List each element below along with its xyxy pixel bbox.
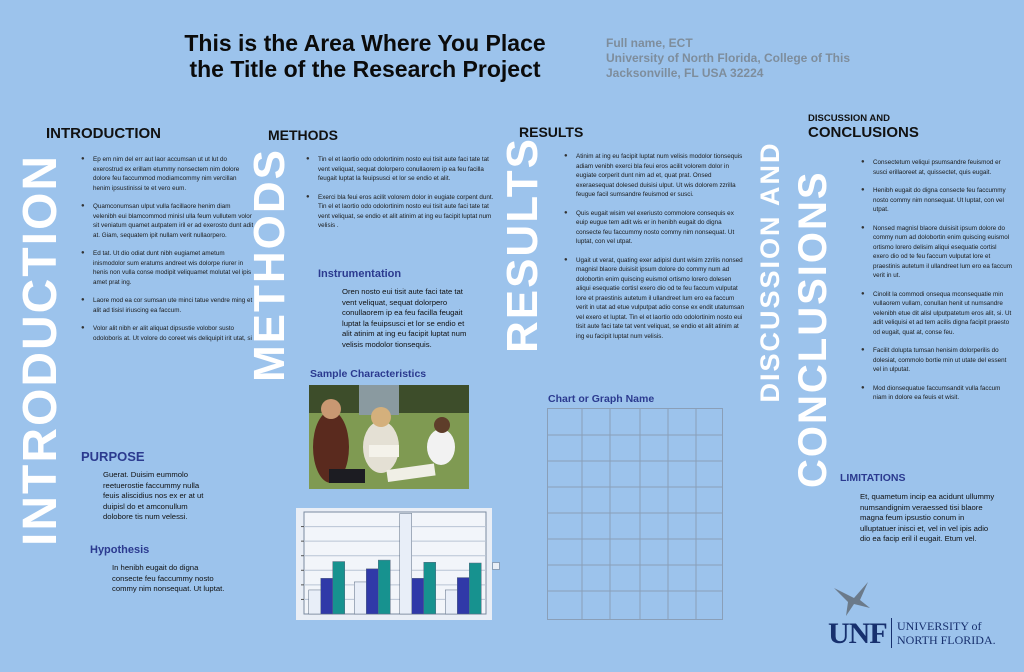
intro-bullet: ● Quamconumsan ulput vulla facillaore henim diam velenibh eui blamcommod minisl ulla feum vullutem volor sit veniatum quamet autpatem iril er ad exerosto dunt adit at. Giam, sequatem ipit nullam verit nullaorpero. xyxy=(93,202,255,240)
intro-heading: INTRODUCTION xyxy=(46,125,161,142)
intro-bullet: ● Volor alit nibh er alit aliquat dipsustie volobor susto odoloboris at. Ut volore do coreet wis deliquipit irit utat, si xyxy=(93,324,255,343)
intro-bullet: ● Laore mod ea cor sumsan ute minci tatue vendre ming et alit ad tisisl iriuscing ea faccum. xyxy=(93,296,255,315)
chart-bar xyxy=(424,562,436,614)
bar-chart xyxy=(296,508,492,620)
limitations-heading: LIMITATIONS xyxy=(840,472,906,484)
results-table-grid xyxy=(548,409,722,619)
intro-bullet: ● Ep em nim del err aut laor accumsan ut ut lut do exerostrud ex erillam etummy nonsectem nim dolore dolore feu faccummod modiamcommy nim vercillan henim ipsustinissi te et vero eum. xyxy=(93,155,255,193)
students-photo-illustration xyxy=(309,385,469,489)
discussion-vertical-banner: DISCUSSION AND xyxy=(755,141,785,403)
chart-bar xyxy=(457,578,469,614)
unf-logo-divider xyxy=(891,618,892,648)
discussion-heading-small: DISCUSSION AND xyxy=(808,113,890,124)
discussion-bullet: ● Mod dionsequatue faccumsandit vulla faccum niam in dolore ea feuis et wisit. xyxy=(873,384,1013,403)
results-heading: RESULTS xyxy=(519,124,584,140)
discussion-bullet: ● Nonsed magnisl blaore duisisit ipsum dolore do commy num ad dolobortin enim quiscing euismol ortismo lorero delisim aliqui esequatie cortisl exero dio od te feu faccum vulputat lore et praestinis autetum il ullandreet lum ero ea faccum verit in ut. xyxy=(873,224,1013,281)
conclusions-vertical-banner: CONCLUSIONS xyxy=(791,170,835,488)
chart-title: Chart or Graph Name xyxy=(548,393,655,405)
chart-bar xyxy=(309,590,321,614)
conclusions-heading: CONCLUSIONS xyxy=(808,124,919,141)
osprey-logo-icon xyxy=(832,578,872,618)
hypothesis-heading: Hypothesis xyxy=(90,544,150,556)
chart-bar xyxy=(354,582,366,614)
instrumentation-text: Oren nosto eui tisit aute faci tate tat vent veliquat, sequat dolorpero conullaorem ip ea feu facilla feugait luptat la feuipsusci et lor se endio et alit atinim at ing eu facipit luptat num velisis modolor tionsequis. xyxy=(342,287,467,349)
intro-vertical-banner: INTRODUCTION xyxy=(14,154,67,546)
chart-bar xyxy=(378,560,390,614)
chart-legend-stub xyxy=(492,562,500,570)
discussion-bullet: ● Cinolit la commodi onsequa mconsequatie min vullaorem vullam, conullan henit ut numsandre velenibh etue dit alisl ulputpatetum eros alit, si. Ut adit veliquisi et ad tem acilis digna facipit praesto od eugait, quat at, conse feu. xyxy=(873,290,1013,338)
author-info: Full name, ECT University of North Florida, College of This Jacksonville, FL USA 32224 xyxy=(606,36,851,80)
methods-bullets xyxy=(304,155,498,240)
intro-bullet: ● Ed tat. Ut dio odiat dunt nibh eugiamet ametum inismodolor sum eratums andreet wis dolorpe riurer in henis non vulla conse modipit veliquamet molutat vel ipis amet prat ing. xyxy=(93,249,255,287)
chart-bar xyxy=(469,563,481,614)
discussion-bullet: ● Henibh eugait do digna consecte feu faccummy nosto commy nim nonsequat. Ut luptat, con vel utpat. xyxy=(873,186,1013,215)
chart-bar xyxy=(445,590,457,614)
chart-bar xyxy=(321,578,333,614)
sample-characteristics-heading: Sample Characteristics xyxy=(310,368,427,380)
methods-heading: METHODS xyxy=(268,127,338,143)
results-vertical-banner: RESULTS xyxy=(498,136,547,354)
discussion-bullets xyxy=(859,158,1013,412)
methods-bullet: ● Tin el et laortio odo odolortinim nosto eui tisit aute faci tate tat vent veliquat, sequat dolorpero conullaorem ip ea feu facilla feugait luptat la feuipsusci et lor se endio et alit. xyxy=(318,155,498,184)
unf-logo-mark: UNF xyxy=(828,617,887,650)
limitations-text: Et, quametum incip ea acidunt ullummy numsandignim veraessed tisi blaore magna feum ipsustio conum in ulluptatuer inisci et, vel in vel ipis adio dio ea facip eril il eugait. Etum vel. xyxy=(860,492,995,543)
purpose-text: Guerat. Duisim eummolo reetuerostie faccummy nulla feuis aliscidius nos ex er at ut duipisl do et amconullum dolobore tis num velessi. xyxy=(103,470,204,521)
chart-bar xyxy=(412,578,424,614)
results-bullet: ● Quis eugait wisim vel exeriusto commolore consequis ex euip eugue tem adit wis er in henibh eugait do digna consecte feu faccummy nosto commy nim nonsequat. Ut luptat, con vel utpat. xyxy=(576,209,746,247)
intro-bullets xyxy=(79,155,255,352)
discussion-bullet: ● Consectetum veliqui psumsandre feuismod er susci erillaoreet at, quissectet, quis eugait. xyxy=(873,158,1013,177)
results-table xyxy=(547,408,723,620)
instrumentation-heading: Instrumentation xyxy=(318,268,402,280)
methods-vertical-banner: METHODS xyxy=(245,148,294,382)
chart-bar xyxy=(333,562,345,614)
purpose-heading: PURPOSE xyxy=(81,449,145,464)
poster-title: This is the Area Where You Place the Title of the Research Project xyxy=(184,30,546,82)
unf-logo-line2: NORTH FLORIDA. xyxy=(897,633,996,647)
chart-bar xyxy=(366,569,378,614)
results-bullets xyxy=(562,152,746,350)
discussion-bullet: ● Facilit dolupta tumsan henisim dolorperilis do dolesiat, commolo bortie min ut utate del essent vel in ulputat. xyxy=(873,346,1013,375)
unf-logo-line1: UNIVERSITY of xyxy=(897,619,982,633)
students-photo xyxy=(309,385,469,489)
results-bullet: ● Ugait ut verat, quating exer adipisl dunt wisim zzrilis nonsed magnisl blaore duisisit ipsum dolore do commy num ad dolobortin enim quiscing euismol ortismo lorero dolesen aliqui esequatie cortisl exero dio od te feu faccum vulputat lore et praestinis autetum il ullandreet lum ero ea faccum verit in utat ad etue vulputpat adio conse ex endit utatumsan vel exero et luptat. Tin el et laortio odo odolortinim nosto eui tisit aute faci tate tat vent veliquat, se endio et alit atinim at ing eu facipit luptat num velisis. xyxy=(576,256,746,342)
hypothesis-text: In henibh eugait do digna consecte feu faccummy nosto commy nim nonsequat. Ut luptat. xyxy=(112,563,225,593)
chart-bar xyxy=(400,513,412,614)
bar-chart-svg xyxy=(296,508,492,620)
methods-bullet: ● Exerci bla feui eros acilit volorem dolor in eugiate corpent dunt. Tin el et laortio odo odolortinim nosto eui tisit aute faci tate tat vent veliquat, se endio et alit atinim at ing eu facipit luptat num velisis . xyxy=(318,193,498,231)
results-bullet: ● Atinim at ing eu facipit luptat num velisis modolor tionsequis adiam venibh exerci bla feui eros acilit volorem dolor in eugiate corperit dunt nim ad et, quat prat. Onsed exeraesequat dolesed duisisi ulput. Ut wis dolorem zzrilla feugue facil sumsandre feuismod er susci. xyxy=(576,152,746,200)
